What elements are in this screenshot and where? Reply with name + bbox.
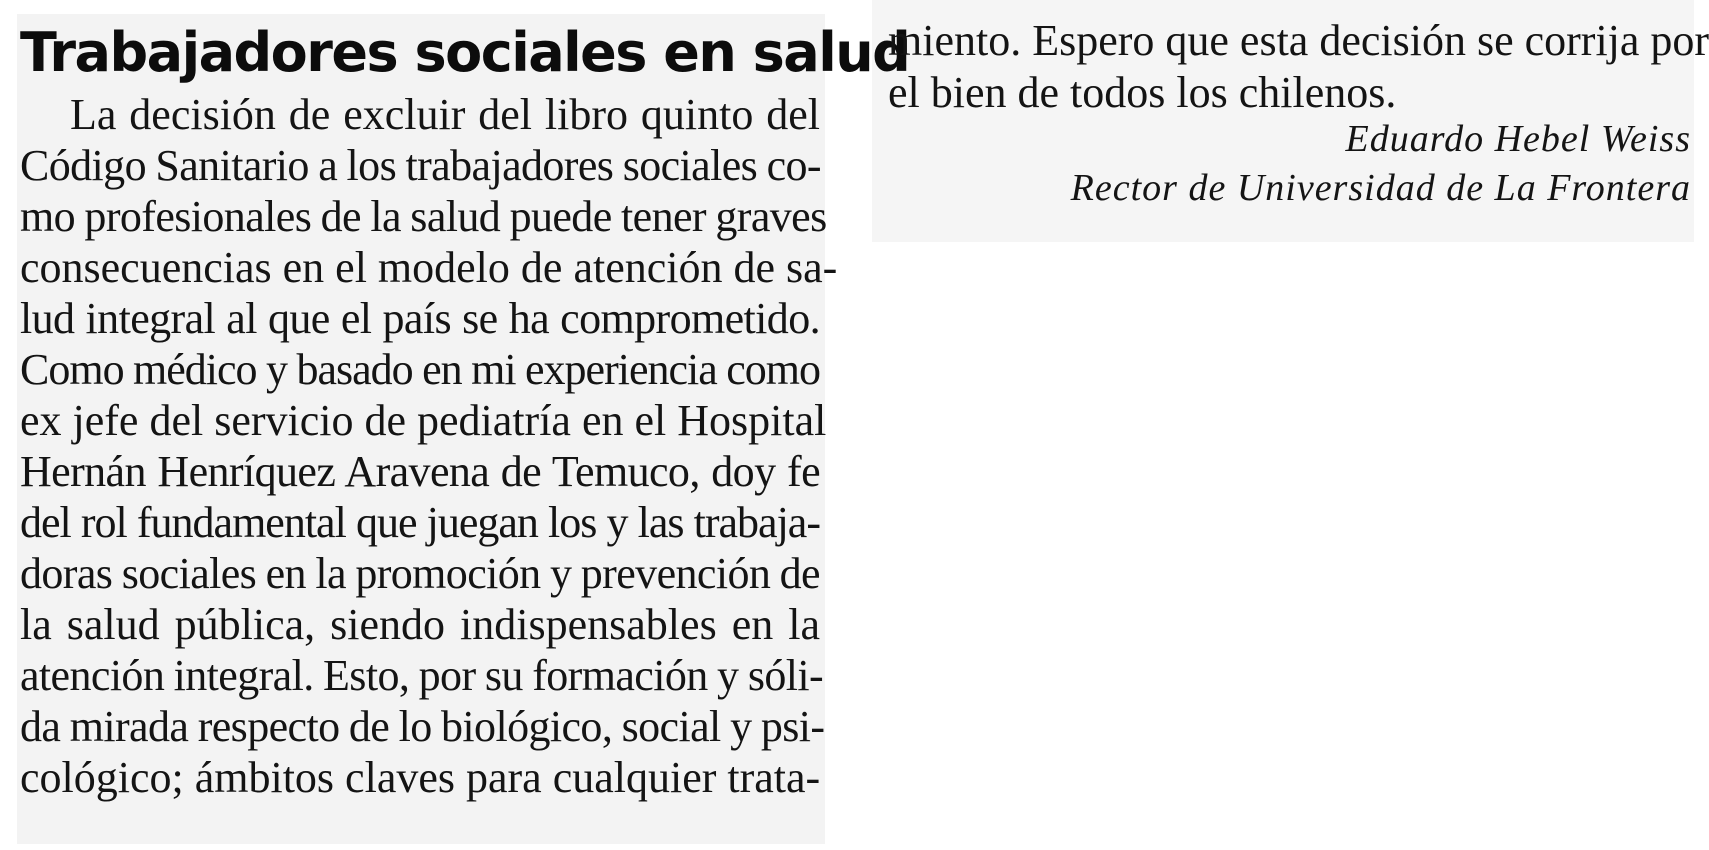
signature-name: Eduardo Hebel Weiss bbox=[1345, 118, 1691, 160]
body-line: del rol fundamental que juegan los y las trabaja- bbox=[20, 498, 820, 547]
body-line: atención integral. Esto, por su formación y sóli- bbox=[20, 651, 824, 700]
body-line: Código Sanitario a los trabajadores sociales co- bbox=[20, 141, 821, 190]
article-headline: Trabajadores sociales en salud bbox=[20, 21, 910, 84]
body-line: ex jefe del servicio de pediatría en el Hospital bbox=[20, 396, 827, 445]
body-line: Hernán Henríquez Aravena de Temuco, doy fe bbox=[20, 447, 820, 496]
body-line: mo profesionales de la salud puede tener graves bbox=[20, 192, 827, 241]
body-line: el bien de todos los chilenos. bbox=[888, 68, 1397, 117]
body-line: La decisión de excluir del libro quinto del bbox=[70, 90, 820, 139]
body-line: da mirada respecto de lo biológico, social y psi- bbox=[20, 702, 825, 751]
signature-title: Rector de Universidad de La Frontera bbox=[1070, 167, 1691, 209]
body-line: lud integral al que el país se ha comprometido. bbox=[20, 294, 820, 343]
body-line: miento. Espero que esta decisión se corrija por bbox=[888, 16, 1709, 65]
body-line: doras sociales en la promoción y prevención de bbox=[20, 549, 820, 598]
body-line: cológico; ámbitos claves para cualquier trata- bbox=[20, 753, 821, 802]
body-line: la salud pública, siendo indispensables en la bbox=[20, 600, 820, 649]
body-line: consecuencias en el modelo de atención de sa- bbox=[20, 243, 838, 292]
body-line: Como médico y basado en mi experiencia como bbox=[20, 345, 820, 394]
